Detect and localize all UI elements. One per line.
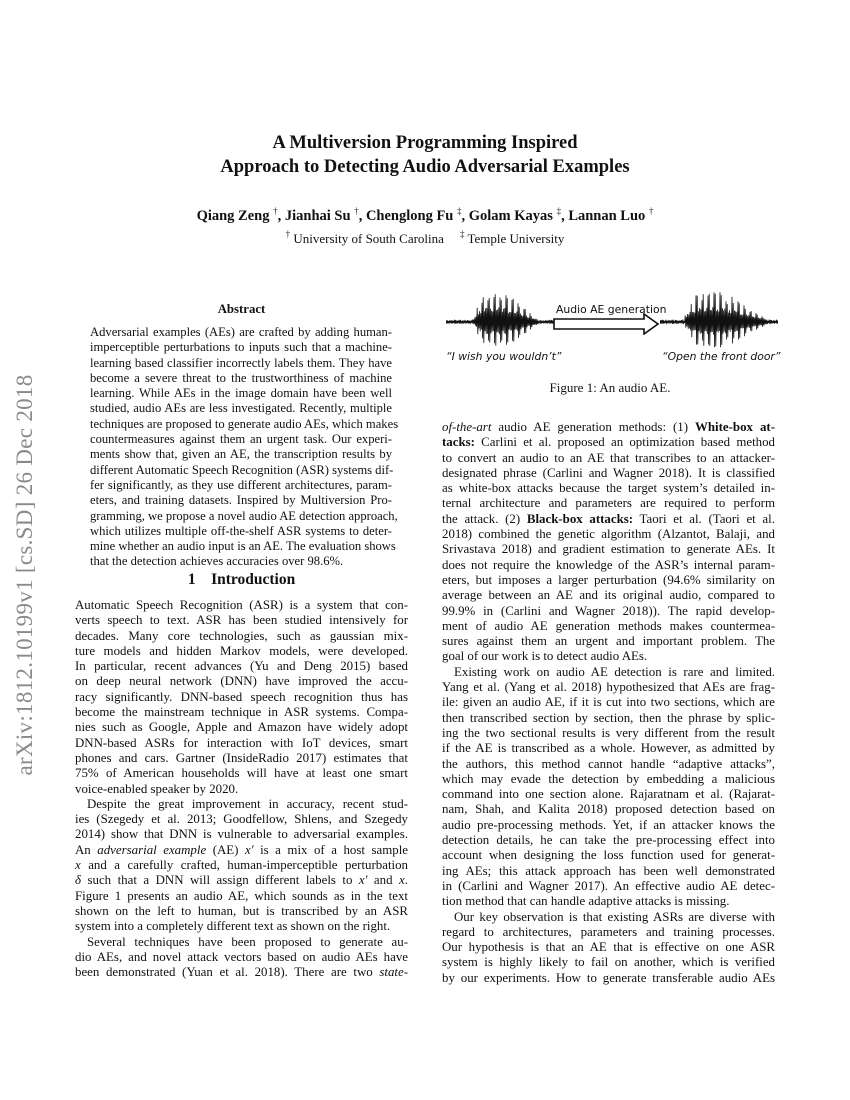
text-line: ing AEs; this attack approach has been well demonstrated [442, 863, 775, 878]
text-span: the attack. (2) [442, 511, 527, 526]
text-line: regard to architectures, parameters and training processes. [442, 924, 775, 939]
text-line: then transcribed section by section, then the phrase by splic- [442, 710, 775, 725]
text-line: ments show that, given an AE, the transcription results by [90, 447, 392, 462]
text-line: ture models and hidden Markov models, were developed. [75, 643, 408, 658]
italic-text: x [75, 858, 81, 873]
affiliation-mark: ‡ [457, 206, 462, 216]
text-line: audio pre-processing methods. Yet, if an attacker knows the [442, 817, 775, 832]
text-line: nam, Shah, and Kalita 2018) proposed detection based on [442, 802, 775, 817]
abstract-body [90, 325, 399, 570]
text-line: that the detection achieves accuracies over 98.6%. [90, 554, 344, 569]
affiliation-mark: ‡ [556, 206, 562, 216]
text-line: Several techniques have been proposed to generate au- [87, 934, 408, 949]
text-line: eters, but imposes a larger perturbation (94.6% similarity on [442, 572, 775, 587]
affiliation-mark: † [285, 229, 291, 239]
text-line: detection details, he can take the pre-processing effect into [442, 833, 775, 848]
text-line: fer significantly, as they use different architectures, param- [90, 477, 392, 492]
arxiv-identifier-stamp: arXiv:1812.10199v1 [cs.SD] 26 Dec 2018 [12, 374, 37, 776]
affiliation-mark: † [648, 206, 654, 216]
left-column-body [75, 598, 408, 980]
affiliation-mark: ‡ [459, 229, 465, 239]
right-arrow-icon [552, 313, 662, 335]
text-line: Automatic Speech Recognition (ASR) is a system that con- [75, 598, 408, 612]
text-line: in (Carlini and Wagner 2017). An effective audio AE detec- [442, 878, 775, 893]
text-line: sures against them an urgent and important problem. The [442, 634, 775, 649]
text-line: Existing work on audio AE detection is rare and limited. [454, 664, 775, 679]
text-line: ile: given an audio AE, if it is cut into two sections, which are [442, 695, 775, 710]
text-line: ing the two sectional results is very different from the result [442, 725, 775, 740]
text-line: 99.9% in (Carlini and Wagner 2018)). The rapid develop- [442, 603, 775, 618]
text-line: Adversarial examples (AEs) are crafted by adding human- [90, 325, 392, 339]
text-line: voice-enabled speaker by 2020. [75, 781, 239, 796]
text-line: mine whether an audio input is an AE. The evaluation shows [90, 539, 396, 554]
text-line: Our hypothesis is that an AE that is effective on one ASR [442, 940, 775, 955]
figure-1 [440, 286, 780, 406]
source-waveform-icon [446, 290, 554, 354]
section-heading-introduction: 1 Introduction [187, 571, 296, 588]
text-line [442, 512, 775, 527]
text-line: command into one section alone. Rajaratnam et al. (Rajarat- [442, 787, 775, 802]
text-span: Carlini et al. proposed an optimization based method [474, 435, 775, 450]
text-line [75, 873, 408, 888]
bold-text: White-box at- [694, 420, 775, 434]
text-line: shown on the left to human, but is transcribed by an ASR [75, 903, 408, 918]
text-line: gramming, we propose a novel audio AE detection approach, [90, 508, 398, 523]
text-line: does not require the knowledge of the ASR’s internal param- [442, 557, 775, 572]
text-span: . [404, 873, 408, 888]
text-line: ies (Szegedy et al. 2013; Goodfellow, Shlens, and Szegedy [75, 812, 408, 827]
text-span: such that a DNN will assign different labels to [81, 873, 359, 888]
text-line: as white-box attacks because the target system’s detailed in- [442, 481, 775, 496]
text-line: which may evade the detection by embedding a malicious [442, 771, 775, 786]
affiliation-name: Temple University [467, 231, 565, 246]
affiliations [0, 229, 850, 247]
text-line: Figure 1 presents an audio AE, which sounds as in the text [75, 888, 408, 903]
text-line: countermeasures against them an urgent task. Our experi- [90, 432, 392, 447]
text-line: account when designing the loss function used for generat- [442, 848, 775, 863]
text-line: the authors, this method cannot handle “adaptive attacks”, [442, 756, 775, 771]
text-span: An [75, 842, 98, 857]
italic-text: x [399, 873, 405, 888]
affiliation-name: University of South Carolina [293, 231, 444, 246]
text-line: become the mainstream technique in ASR systems. Compa- [75, 705, 408, 720]
abstract-heading: Abstract [217, 302, 266, 316]
text-span: Taori et al. (Taori et al. [633, 511, 775, 526]
author-name: Lannan Luo [568, 208, 646, 224]
text-line: learning. While AEs in the image domain have been well [90, 386, 392, 401]
text-line: DNN-based ASRs for interaction with IoT devices, smart [75, 735, 408, 750]
text-line [75, 843, 408, 858]
target-phrase: “Open the front door” [662, 350, 781, 363]
text-line: studied, audio AEs are less investigated. Recently, multiple [90, 401, 392, 416]
text-line: Our key observation is that existing ASRs are diverse with [454, 909, 775, 924]
text-line: eters, and training datasets. Inspired by Multiversion Pro- [90, 493, 392, 508]
text-line: 75% of American households will have at least one smart [75, 766, 408, 781]
text-line: different Automatic Speech Recognition (ASR) systems dif- [90, 462, 394, 477]
text-span: and [367, 873, 400, 888]
author-list: Qiang Zeng †, Jianhai Su †, Chenglong Fu ‡, Golam Kayas ‡, Lannan Luo † [196, 206, 654, 224]
text-line: goal of our work is to detect audio AEs. [442, 649, 648, 664]
italic-text: x′ [245, 842, 254, 857]
text-line [442, 420, 775, 435]
arrow-label: Audio AE generation [556, 303, 667, 316]
paper-title-line-1: A Multiversion Programming Inspired [272, 133, 578, 153]
text-line: ment of audio AE generation methods makes countermea- [442, 618, 775, 633]
text-line: system is highly likely to fail on another, which is verified [442, 955, 775, 970]
text-line: learning based classifier incorrectly labels them. They have [90, 355, 392, 370]
right-column-body [442, 420, 775, 986]
text-line: become a severe threat to the trustworthiness of machine [90, 370, 392, 385]
author-name: Qiang Zeng [196, 208, 270, 224]
text-span: (AE) [206, 842, 245, 857]
text-line: ternal architecture and parameters are required to perform [442, 496, 775, 511]
text-line: Despite the great improvement in accuracy, recent stud- [87, 796, 408, 811]
text-span: been demonstrated (Yuan et al. 2018). There are two [75, 965, 380, 980]
text-line: In particular, recent advances (Yu and Deng 2015) based [75, 659, 408, 674]
author-name: Jianhai Su [284, 208, 351, 224]
text-line: which utilizes multiple off-the-shelf ASR systems to deter- [90, 523, 392, 538]
bold-text: tacks: [442, 435, 475, 450]
source-phrase: “I wish you wouldn’t” [446, 350, 562, 363]
text-line [75, 965, 408, 980]
text-line: average between an AE and its original audio, compared to [442, 588, 775, 603]
author-name: Chenglong Fu [365, 208, 454, 224]
text-line: 2018) combined the genetic algorithm (Alzantot, Balaji, and [442, 527, 775, 542]
text-span: audio AE generation methods: (1) [491, 420, 695, 434]
text-line: system into a completely different text as shown on the right. [75, 919, 391, 934]
bold-text: Black-box attacks: [526, 511, 634, 526]
text-line: if the AE is transcribed as a whole. However, as admitted by [442, 741, 775, 756]
text-line: nies such as Google, Apple and Amazon have widely adopt [75, 720, 408, 735]
affiliation-mark: † [273, 206, 278, 216]
text-span: and a carefully crafted, human-imperceptible perturbation [80, 858, 408, 873]
text-line: dio AEs, and novel attack vectors based on audio AEs have [75, 949, 408, 964]
author-name: Golam Kayas [468, 208, 553, 224]
affiliation-mark: † [354, 206, 359, 216]
text-line: phones and cars. Gartner (InsideRadio 2017) estimates that [75, 750, 408, 765]
italic-text: δ [75, 873, 81, 888]
text-line: verts speech to text. ASR has been studied intensively for [75, 613, 408, 628]
text-line: Yang et al. (Yang et al. 2018) hypothesized that AEs are frag- [442, 680, 775, 695]
text-line: imperceptible perturbations to inputs such that a machine- [90, 340, 392, 355]
text-line: Srivastava 2018) and gradient estimation to generate AEs. It [442, 542, 775, 557]
figure-caption: Figure 1: An audio AE. [549, 380, 671, 395]
text-line: on deep neural network (DNN) have improved the accu- [75, 674, 408, 689]
adversarial-waveform-icon [660, 290, 778, 354]
text-line: decades. Many core technologies, such as gaussian mix- [75, 628, 408, 643]
italic-text: adversarial example [97, 842, 207, 857]
text-line: racy significantly. DNN-based speech recognition thus has [75, 689, 408, 704]
text-line: techniques are proposed to generate audio AEs, which makes [90, 416, 399, 431]
text-line: tion method that can handle adaptive attacks is missing. [442, 894, 730, 909]
paper-title-line-2: Approach to Detecting Audio Adversarial Examples [220, 157, 630, 177]
text-line: designated phrase (Carlini and Wagner 2018). It is classified [442, 465, 775, 480]
italic-text: state- [379, 965, 408, 980]
text-line [442, 435, 775, 450]
text-span: is a mix of a host sample [253, 842, 408, 857]
text-line [75, 858, 408, 873]
italic-text: of-the-art [442, 420, 492, 434]
text-line: to convert an audio to an AE that transcribes to an attacker- [442, 450, 775, 465]
text-line: 2014) show that DNN is vulnerable to adversarial examples. [75, 827, 408, 842]
italic-text: x′ [358, 873, 368, 888]
text-line: by our experiments. How to generate transferable audio AEs [442, 970, 775, 985]
